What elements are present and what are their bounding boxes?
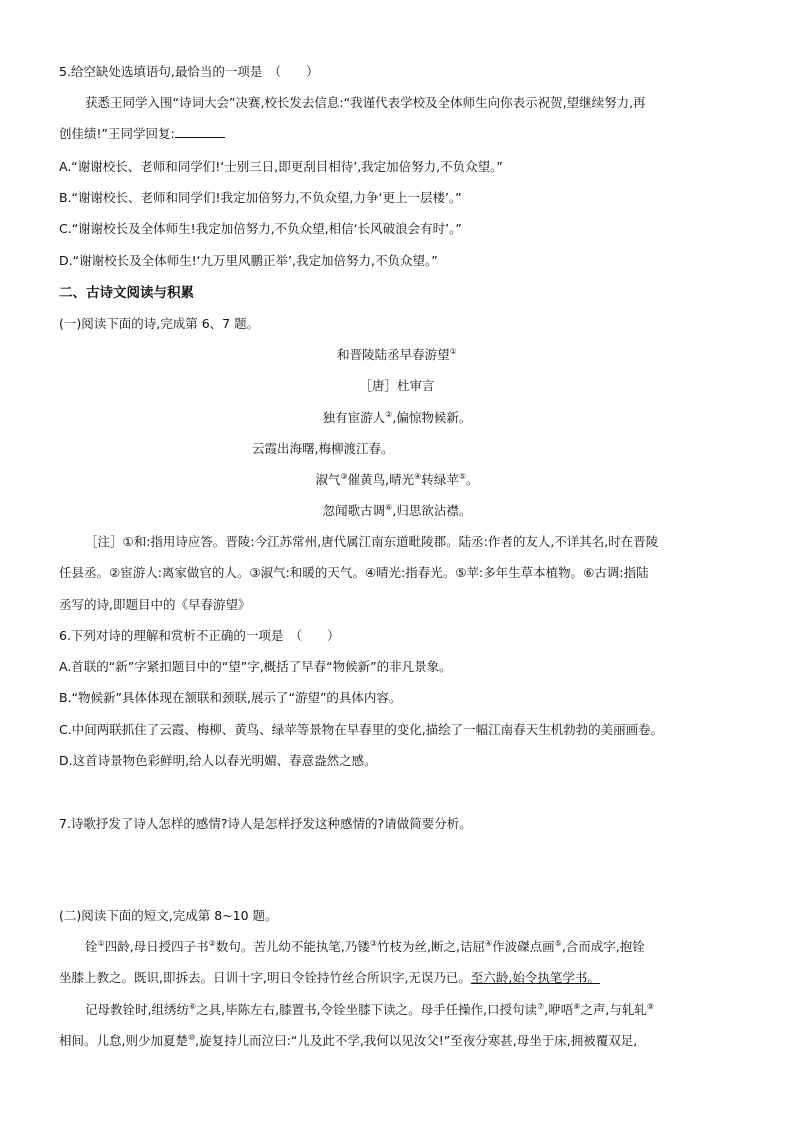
- footnote-marker: ⑨: [646, 1001, 655, 1011]
- q6-stem: 6.下列对诗的理解和赏析不正确的一项是 （ ）: [59, 628, 340, 643]
- footnote-marker: ⑧: [573, 1001, 581, 1011]
- answer-blank[interactable]: [175, 125, 225, 138]
- q6-option-b: B.“物候新”具体体现在颔联和颈联,展示了“游望”的具体内容。: [59, 690, 402, 705]
- footnote-marker: ⑤: [458, 471, 466, 481]
- notes-line-2: 任县丞。②宦游人:离家做官的人。③淑气:和暖的天气。④晴光:指春光。⑤苹:多年生草本植物。⑥古调:指陆: [59, 565, 649, 580]
- poem-author: ［唐］杜审言: [359, 378, 435, 393]
- q5-option-b: B.“谢谢校长、老师和同学们!我定加倍努力,不负众望,力争‘更上一层楼’。”: [59, 190, 462, 205]
- poem-title-text: 和晋陵陆丞早春游望: [337, 347, 450, 362]
- section-title: 二、古诗文阅读与积累: [59, 285, 194, 301]
- footnote-marker: ③: [369, 938, 377, 948]
- prose-line-3: 记母教铨时,组绣纺⑥之具,毕陈左右,膝置书,令铨坐膝下读之。母手任操作,口授句读⑦,咿唔⑧之声,与轧轧⑨: [85, 1001, 655, 1017]
- q6-option-c: C.中间两联抓住了云霞、梅柳、黄鸟、绿苹等景物在早春里的变化,描绘了一幅江南春天生机勃勃的美丽画卷。: [59, 722, 664, 737]
- footnote-marker: ⑥: [188, 1001, 197, 1011]
- footnote-marker: ⑦: [537, 1001, 545, 1011]
- q5-passage-line2: [59, 125, 225, 143]
- footnote-marker: ⑥: [385, 502, 393, 512]
- footnote-marker: ④: [484, 938, 493, 948]
- prose-line-4: 相间。儿怠,则少加夏楚⑩,旋复持儿而泣曰:“儿及此不学,我何以见汝父!”至夜分寒甚,母坐于床,拥被覆双足,: [59, 1032, 638, 1048]
- q6-option-a: A.首联的“新”字紧扣题目中的“望”字,概括了早春“物候新”的非凡景象。: [59, 659, 452, 674]
- q6-option-d: D.这首诗景物色彩鲜明,给人以春光明媚、春意盎然之感。: [59, 753, 377, 768]
- q7-stem: 7.诗歌抒发了诗人怎样的感情?诗人是怎样抒发这种感情的?请做简要分析。: [59, 816, 472, 831]
- prose-line-2: 坐膝上教之。既识,即拆去。日训十字,明日令铨持竹丝合所识字,无误乃已。至六龄,始令执笔学书。: [59, 970, 600, 985]
- part2-intro: (二)阅读下面的短文,完成第 8~10 题。: [59, 908, 278, 923]
- prose-line-1: 铨①四龄,母日授四子书②数句。苦儿幼不能执笔,乃镂③竹枝为丝,断之,诘屈④作波磔点画⑤,合而成字,抱铨: [85, 938, 645, 954]
- q5-stem: 5.给空缺处选填语句,最恰当的一项是 （ ）: [59, 64, 319, 79]
- underlined-sentence: 至六龄,始令执笔学书。: [470, 970, 600, 985]
- footnote-marker: ④: [414, 471, 422, 481]
- q5-option-c: C.“谢谢校长及全体师生!我定加倍努力,不负众望,相信‘长风破浪会有时’。”: [59, 221, 462, 236]
- poem-line-4: 忽闻歌古调⑥,归思欲沾襟。: [322, 502, 472, 518]
- footnote-marker: ②: [208, 938, 216, 948]
- q5-option-d: D.“谢谢校长及全体师生!‘九万里风鹏正举’,我定加倍努力,不负众望。”: [59, 253, 438, 268]
- q5-passage-text: 创佳绩!”王同学回复:: [59, 126, 175, 141]
- notes-line-3: 丞写的诗,即题目中的《早春游望》: [59, 597, 251, 612]
- notes-line-1: ［注］①和:指用诗应答。晋陵:今江苏常州,唐代属江南东道毗陵郡。陆丞:作者的友人,不详其名,时在晋陵: [85, 534, 659, 549]
- q5-option-a: A.“谢谢校长、老师和同学们!‘士别三日,即更刮目相待’,我定加倍努力,不负众望。”: [59, 159, 503, 174]
- footnote-marker: ②: [385, 409, 393, 419]
- poem-line-1: 独有宦游人②,偏惊物候新。: [322, 409, 472, 425]
- poem-title: [0, 346, 794, 364]
- poem-line-3: 淑气③催黄鸟,晴光④转绿苹⑤。: [315, 471, 479, 487]
- footnote-marker: ①: [97, 938, 105, 948]
- footnote-marker: ①: [449, 346, 457, 356]
- footnote-marker: ⑩: [187, 1032, 196, 1042]
- part1-intro: (一)阅读下面的诗,完成第 6、7 题。: [59, 316, 260, 331]
- poem-line-2: 云霞出海曙,梅柳渡江春。: [252, 441, 394, 456]
- q5-passage-line1: 获悉王同学入围“诗词大会”决赛,校长发去信息:“我谨代表学校及全体师生向你表示祝贺,望继续努力,再: [85, 95, 646, 110]
- footnote-marker: ③: [340, 471, 348, 481]
- footnote-marker: ⑤: [554, 938, 562, 948]
